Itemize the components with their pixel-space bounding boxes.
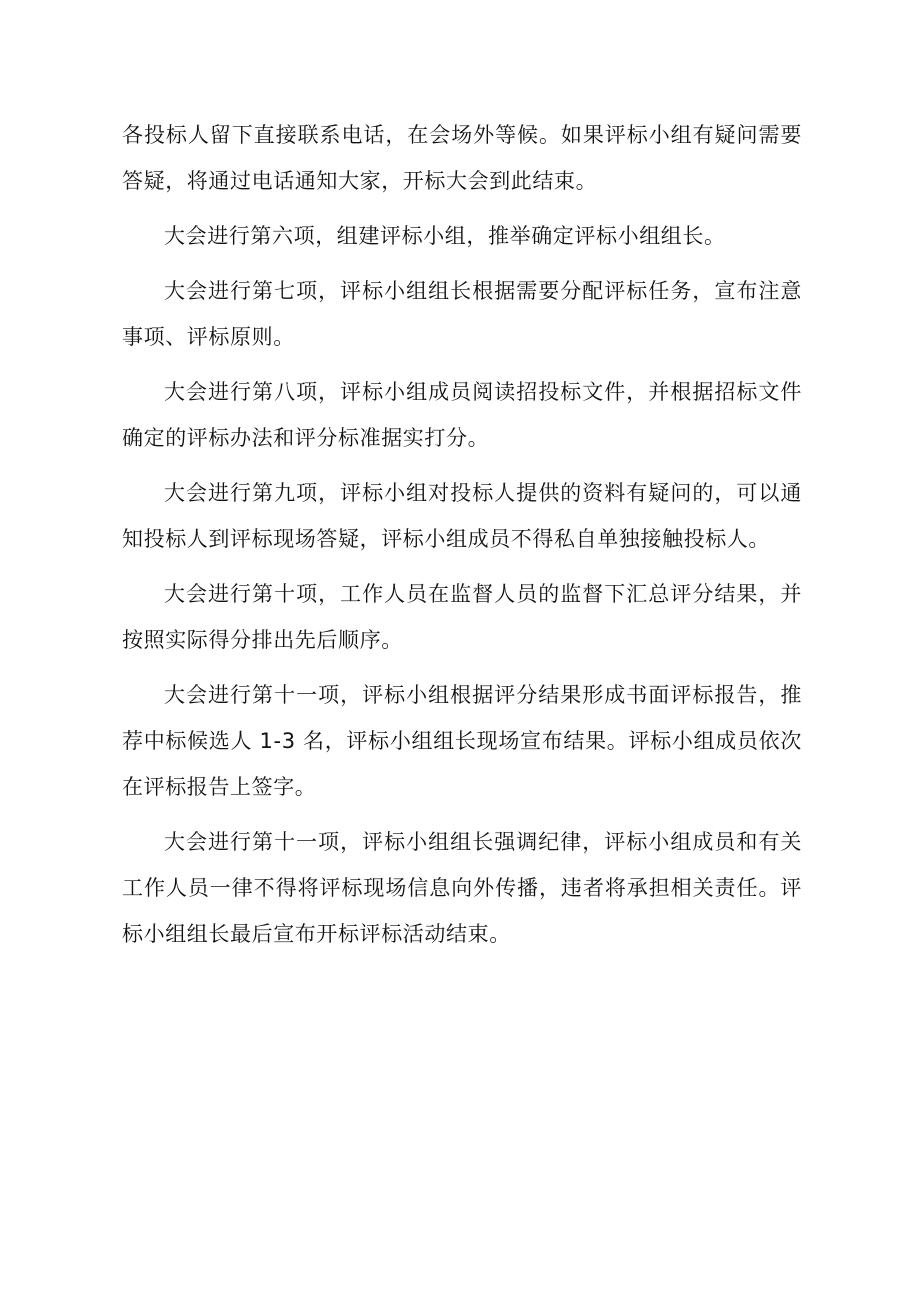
paragraph-item-9: 大会进行第九项，评标小组对投标人提供的资料有疑问的，可以通知投标人到评标现场答疑，评标小组成员不得私自单独接触投标人。 [122,481,802,551]
paragraph-item-8: 大会进行第八项，评标小组成员阅读招投标文件，并根据招标文件确定的评标办法和评分标准据实打分。 [122,380,802,450]
paragraph-item-7: 大会进行第七项，评标小组组长根据需要分配评标任务，宣布注意事项、评标原则。 [122,279,802,349]
paragraph-continuation: 各投标人留下直接联系电话，在会场外等候。如果评标小组有疑问需要答疑，将通过电话通知大家，开标大会到此结束。 [122,123,802,193]
paragraph-item-11b: 大会进行第十一项，评标小组组长强调纪律，评标小组成员和有关工作人员一律不得将评标现场信息向外传播，违者将承担相关责任。评标小组组长最后宣布开标评标活动结束。 [122,830,802,946]
document-body [122,112,802,966]
paragraph-item-10: 大会进行第十项，工作人员在监督人员的监督下汇总评分结果，并按照实际得分排出先后顺序。 [122,582,802,652]
paragraph-item-11a: 大会进行第十一项，评标小组根据评分结果形成书面评标报告，推荐中标候选人 1-3 名，评标小组组长现场宣布结果。评标小组成员依次在评标报告上签字。 [122,683,802,799]
paragraph-item-6: 大会进行第六项，组建评标小组，推举确定评标小组组长。 [164,224,726,248]
